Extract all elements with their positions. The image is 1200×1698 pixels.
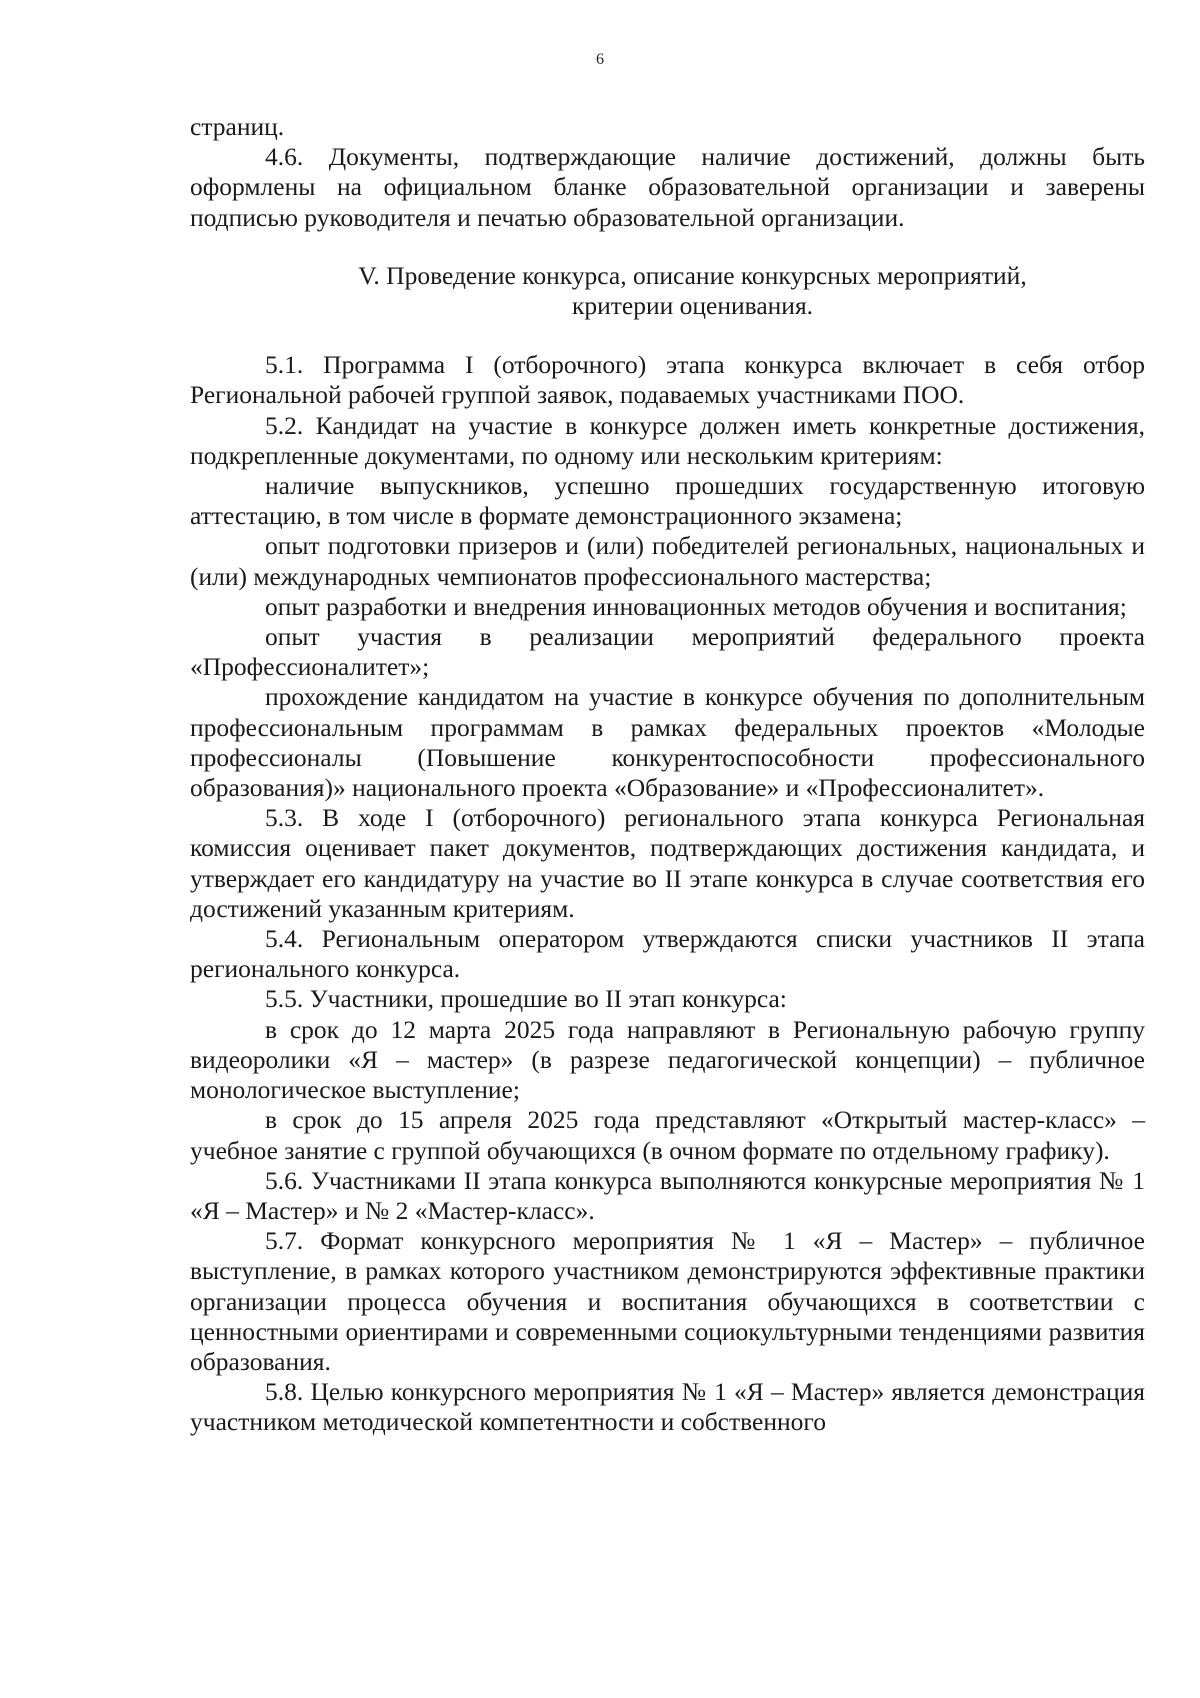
paragraph-5-5-item: в срок до 15 апреля 2025 года представляют «Открытый мастер-класс» – учебное занятие с группой обучающихся (в очном формате по отдельному графику).	[190, 1105, 1145, 1165]
paragraph-4-6: 4.6. Документы, подтверждающие наличие достижений, должны быть оформлены на официальном бланке образовательной организации и заверены подписью руководителя и печатью образовательной организации.	[190, 142, 1145, 232]
criterion-item: опыт подготовки призеров и (или) победителей региональных, национальных и (или) международных чемпионатов профессионального мастерства;	[190, 531, 1145, 591]
criterion-item: опыт участия в реализации мероприятий федерального проекта «Профессионалитет»;	[190, 622, 1145, 682]
paragraph-5-8: 5.8. Целью конкурсного мероприятия № 1 «Я – Мастер» является демонстрация участником методической компетентности и собственного	[190, 1377, 1145, 1437]
paragraph-continuation: страниц.	[190, 112, 285, 141]
section-heading-line-1: V. Проведение конкурса, описание конкурсных мероприятий,	[358, 260, 1027, 290]
paragraph-5-5: 5.5. Участники, прошедшие во II этап конкурса:	[265, 984, 787, 1014]
paragraph-5-4: 5.4. Региональным оператором утверждаются списки участников II этапа регионального конкурса.	[190, 924, 1145, 984]
paragraph-5-2: 5.2. Кандидат на участие в конкурсе должен иметь конкретные достижения, подкрепленные документами, по одному или нескольким критериям:	[190, 410, 1145, 470]
page-number: 6	[596, 51, 604, 68]
paragraph-5-1: 5.1. Программа I (отборочного) этапа конкурса включает в себя отбор Региональной рабочей группой заявок, подаваемых участниками ПОО.	[190, 350, 1145, 410]
paragraph-5-3: 5.3. В ходе I (отборочного) регионального этапа конкурса Региональная комиссия оценивает пакет документов, подтверждающих достижения кандидата, и утверждает его кандидатуру на участие во II этапе конкурса в случае соответствия его достижений указанным критериям.	[190, 803, 1145, 923]
criterion-item: прохождение кандидатом на участие в конкурсе обучения по дополнительным профессиональным программам в рамках федеральных проектов «Молодые профессионалы (Повышение конкурентоспособности профессионального образования)» национального проекта «Образование» и «Профессионалитет».	[190, 682, 1145, 803]
paragraph-5-7: 5.7. Формат конкурсного мероприятия № 1 «Я – Мастер» – публичное выступление, в рамках которого участником демонстрируются эффективные практики организации процесса обучения и воспитания обучающихся в соответствии с ценностными ориентирами и современными социокультурными тенденциями развития образования.	[190, 1226, 1145, 1376]
criterion-item: опыт разработки и внедрения инновационных методов обучения и воспитания;	[265, 591, 1127, 621]
paragraph-5-5-item: в срок до 12 марта 2025 года направляют в Региональную рабочую группу видеоролики «Я – мастер» (в разрезе педагогической концепции) – публичное монологическое выступление;	[190, 1014, 1145, 1105]
section-heading-line-2: критерии оценивания.	[571, 291, 814, 321]
paragraph-5-6: 5.6. Участниками II этапа конкурса выполняются конкурсные мероприятия № 1 «Я – Мастер» и № 2 «Мастер-класс».	[190, 1165, 1145, 1225]
section-heading	[190, 261, 1145, 321]
document-body	[190, 112, 1145, 1438]
criterion-item: наличие выпускников, успешно прошедших государственную итоговую аттестацию, в том числе в формате демонстрационного экзамена;	[190, 471, 1145, 531]
